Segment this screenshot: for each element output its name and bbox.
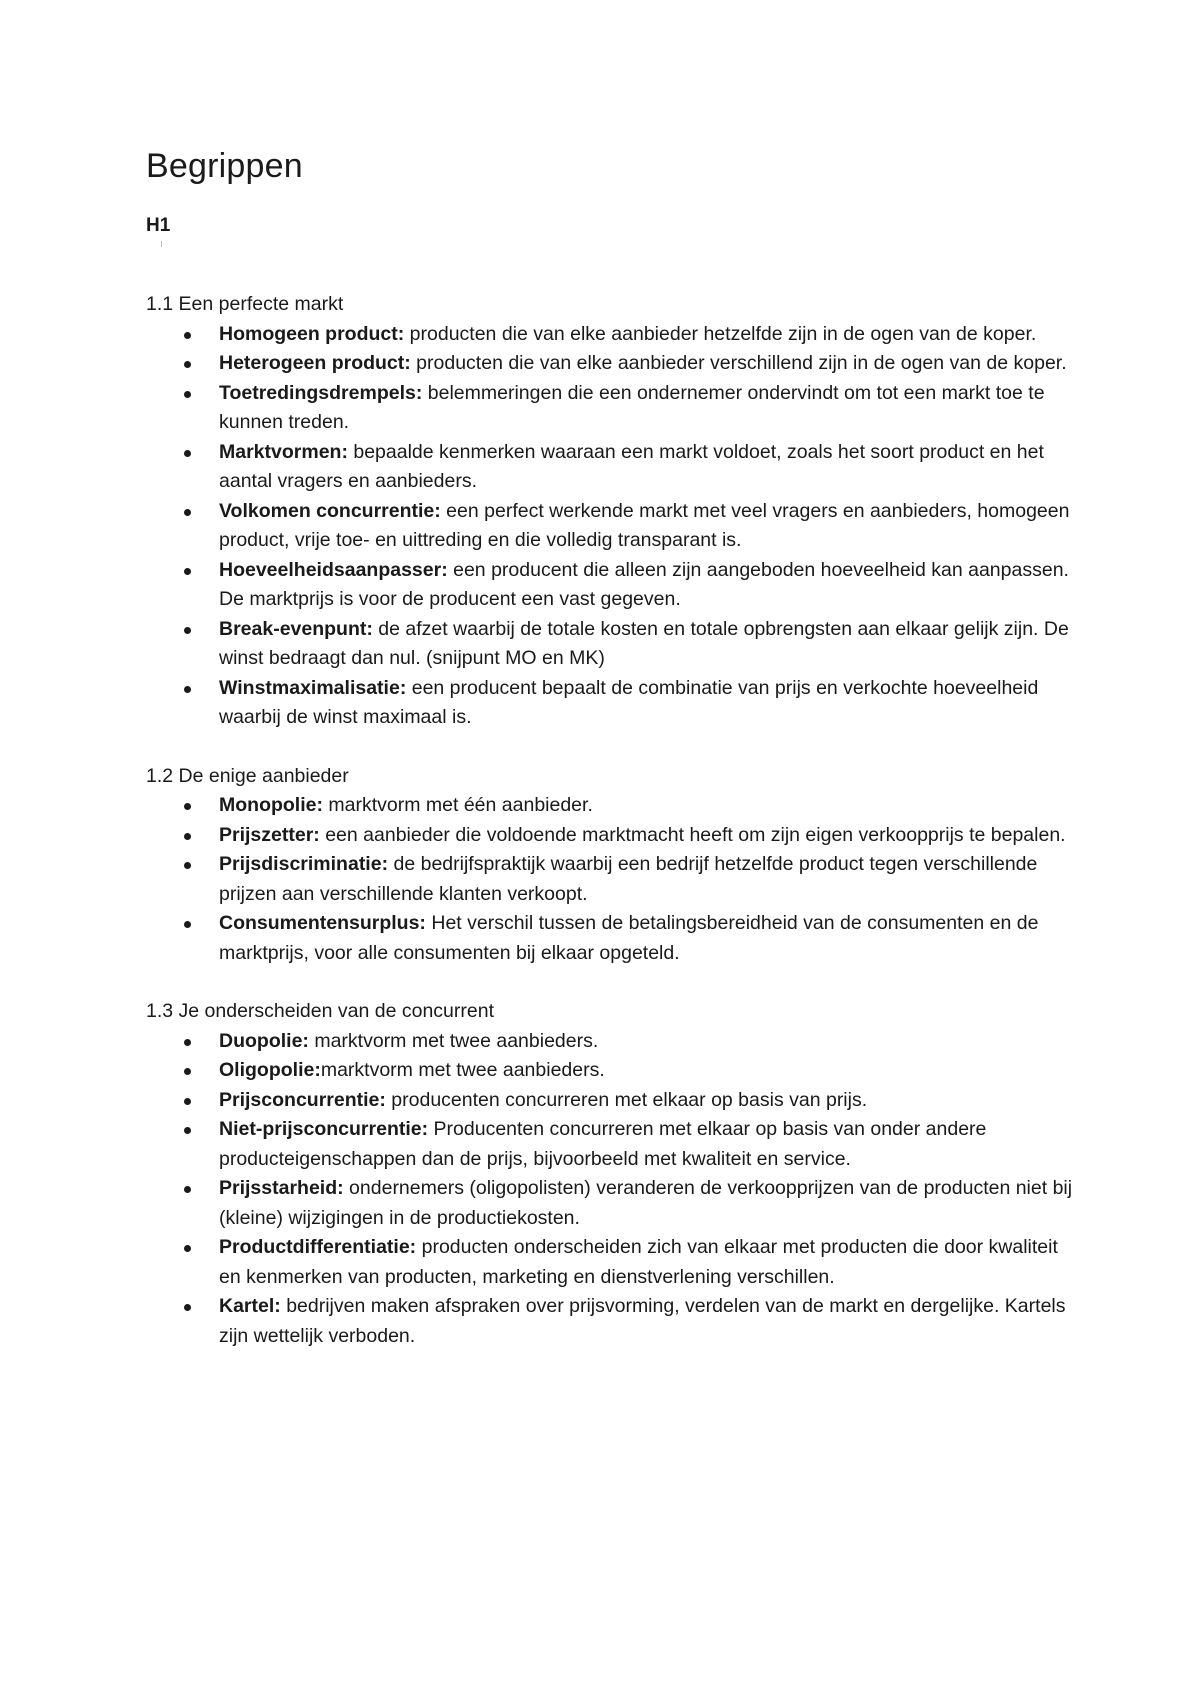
page-title: Begrippen [146,147,303,185]
term-label: Consumentensurplus: [219,912,426,934]
bullet-icon [184,1098,191,1105]
list-item [146,497,1076,556]
list-item [146,1086,1076,1116]
bullet-icon [184,450,191,457]
term-list [146,791,1076,968]
bullet-icon [184,1068,191,1075]
section-3 [146,997,1076,1351]
term-label: Oligopolie: [219,1059,321,1081]
term-label: Heterogeen product: [219,352,411,374]
term-definition: de afzet waarbij de totale kosten en totale opbrengsten aan elkaar gelijk zijn. De winst bedraagt dan nul. (snijpunt MO en MK) [219,617,1069,669]
bullet-icon [184,509,191,516]
term-definition: ondernemers (oligopolisten) veranderen de verkoopprijzen van de producten niet bij (kleine) wijzigingen in de productiekosten. [219,1177,1073,1229]
section-title: 1.3 Je onderscheiden van de concurrent [146,1000,494,1022]
list-item [146,320,1076,350]
term-label: Homogeen product: [219,322,405,345]
chapter-heading: H1 [146,215,171,236]
term-definition: bedrijven maken afspraken over prijsvorming, verdelen van de markt en dergelijke. Kartels zijn wettelijk verboden. [219,1295,1066,1347]
bullet-icon [184,686,191,693]
term-definition: de bedrijfspraktijk waarbij een bedrijf hetzelfde product tegen verschillende prijzen aan verschillende klanten verkoopt. [219,853,1038,905]
sections-container [146,290,1076,1351]
term-label: Niet-prijsconcurrentie: [219,1118,429,1140]
list-item [146,674,1076,733]
bullet-icon [184,1304,191,1311]
bullet-icon [184,1245,191,1252]
term-label: Prijsstarheid: [219,1177,344,1199]
term-definition: marktvorm met één aanbieder. [322,794,593,816]
term-definition: een producent bepaalt de combinatie van prijs en verkochte hoeveelheid waarbij de winst maximaal is. [219,676,1039,728]
bullet-icon [184,1039,191,1046]
bullet-icon [184,803,191,810]
term-definition: een perfect werkende markt met veel vragers en aanbieders, homogeen product, vrije toe- en uittreding en die volledig transparant is. [219,499,1070,551]
term-label: Monopolie: [219,794,323,816]
term-label: Duopolie: [219,1029,309,1052]
section-2 [146,762,1076,969]
list-item [146,615,1076,674]
bullet-icon [184,391,191,398]
document-page [146,140,1076,1351]
section-title: 1.1 Een perfecte markt [146,293,344,315]
term-definition: producenten concurreren met elkaar op basis van prijs. [385,1088,868,1111]
term-definition: producten die van elke aanbieder verschillend zijn in de ogen van de koper. [410,352,1067,374]
term-label: Prijsdiscriminatie: [219,853,389,875]
term-definition: producten die van elke aanbieder hetzelfde zijn in de ogen van de koper. [404,322,1037,345]
list-item [146,438,1076,497]
term-definition: belemmeringen die een ondernemer ondervindt om tot een markt toe te kunnen treden. [219,381,1045,433]
term-definition: Het verschil tussen de betalingsbereidheid van de consumenten en de marktprijs, voor alle consumenten bij elkaar opgeteld. [219,912,1039,964]
list-item [146,349,1076,379]
term-definition: marktvorm met twee aanbieders. [308,1029,599,1052]
list-item [146,379,1076,438]
bullet-icon [184,627,191,634]
term-label: Break-evenpunt: [219,617,373,640]
term-list [146,320,1076,733]
list-item [146,556,1076,615]
term-label: Hoeveelheidsaanpasser: [219,558,448,581]
list-item [146,850,1076,909]
section-title: 1.2 De enige aanbieder [146,764,349,787]
term-definition: bepaalde kenmerken waaraan een markt voldoet, zoals het soort product en het aantal vragers en aanbieders. [219,440,1044,492]
term-definition: Producenten concurreren met elkaar op basis van onder andere producteigenschappen dan de prijs, bijvoorbeeld met kwaliteit en service. [219,1118,987,1170]
term-label: Volkomen concurrentie: [219,499,441,522]
term-definition: producten onderscheiden zich van elkaar met producten die door kwaliteit en kenmerken van producten, marketing en dienstverlening verschillen. [219,1236,1058,1288]
bullet-icon [184,833,191,840]
term-label: Prijszetter: [219,823,320,846]
term-list [146,1027,1076,1352]
term-label: Marktvormen: [219,440,348,463]
list-item [146,1292,1076,1351]
term-label: Prijsconcurrentie: [219,1088,386,1111]
list-item [146,909,1076,968]
bullet-icon [184,862,191,869]
term-definition: marktvorm met twee aanbieders. [320,1059,605,1081]
list-item [146,1027,1076,1057]
term-label: Winstmaximalisatie: [219,676,407,699]
list-item [146,1233,1076,1292]
bullet-icon [184,1186,191,1193]
list-item [146,1056,1076,1086]
section-1 [146,290,1076,733]
bullet-icon [184,568,191,575]
term-label: Toetredingsdrempels: [219,381,423,404]
list-item [146,791,1076,821]
term-definition: een aanbieder die voldoende marktmacht heeft om zijn eigen verkoopprijs te bepalen. [319,823,1066,846]
bullet-icon [184,921,191,928]
bullet-icon [184,1127,191,1134]
list-item [146,821,1076,851]
bullet-icon [184,332,191,339]
text-cursor-mark [161,241,162,247]
term-label: Productdifferentiatie: [219,1236,417,1258]
list-item [146,1174,1076,1233]
bullet-icon [184,361,191,368]
list-item [146,1115,1076,1174]
term-definition: een producent die alleen zijn aangeboden hoeveelheid kan aanpassen. De marktprijs is voor de producent een vast gegeven. [219,558,1069,610]
term-label: Kartel: [219,1295,281,1317]
